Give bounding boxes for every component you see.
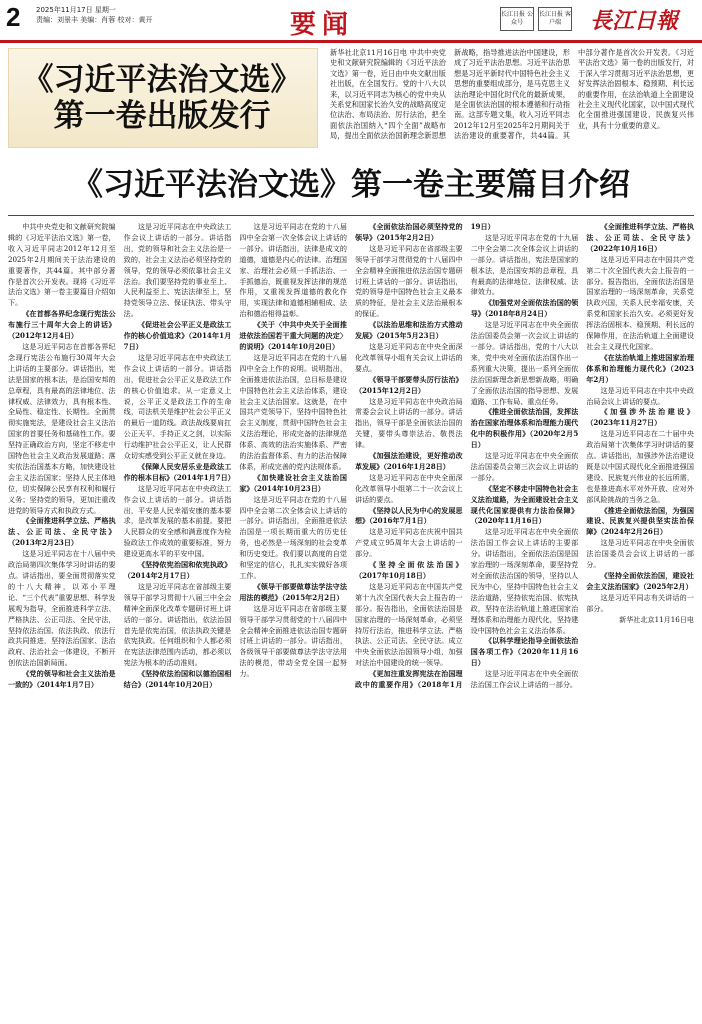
entry-title: 《以科学理论指导全面依法治国各项工作》（2020年11月16日） <box>470 636 579 668</box>
entry-title: 《领导干部要带头厉行法治》（2015年12月2日） <box>354 374 463 395</box>
entry-title: 《坚持依宪治国和依宪执政》（2014年2月17日） <box>123 560 232 580</box>
page-number: 2 <box>6 2 21 32</box>
headline-publication: 《习近平法治文选》第一卷出版发行 <box>22 62 302 134</box>
date-line <box>36 5 152 25</box>
byline: 新华社北京11月16日电 <box>619 614 694 624</box>
body-paragraph: 这是习近平同志在省部级主要领导干部学习贯彻党的十八届四中全会精神全面推进依法治国专题研讨班上讲话的一部分。讲话指出，各级领导干部要做尊法学法守法用法的模范，带动全党全国一起努力。 <box>239 603 347 679</box>
entry-title: 《推进全面依法治国，发挥法治在国家治理体系和治理能力现代化中的积极作用》（2020年2月5日） <box>470 407 579 450</box>
entry-title: 《关于〈中共中央关于全面推进依法治国若干重大问题的决定〉的说明》（2014年10月20日） <box>239 320 347 351</box>
body-paragraph: 这是习近平同志在中央全面依法治国委员会会议上讲话的一部分。 <box>586 538 694 570</box>
newspaper-logo: 長江日報 <box>590 8 679 34</box>
entry-title: 《领导干部要做尊法学法守法用法的模范》（2015年2月2日） <box>239 581 347 602</box>
qr-code-badge-wechat: 长江日报 公众号 <box>500 7 534 31</box>
article-body <box>8 222 694 1018</box>
entry-title: 《加强法治建设，更好推动改革发展》（2016年1月28日） <box>354 451 463 471</box>
body-paragraph: 这是习近平同志在中央全面依法治国委员会第三次会议上讲话的一部分。 <box>470 451 579 482</box>
body-paragraph: 这是习近平同志在十八届中央政治局第四次集体学习时讲话的要点。讲话指出，要全面贯彻落实党的十八大精神，以邓小平理论、“三个代表”重要思想、科学发展观为指导，全面推进科学立法、严格执法、公正司法、全民守法，坚持依法治国、依法执政、依法行政共同推进，坚持法治国家、法治政府、法治社会一体建设，不断开创依法治国新局面。 <box>8 549 116 668</box>
entry-title: 《促进社会公平正义是政法工作的核心价值追求》（2014年1月7日） <box>123 320 232 351</box>
body-paragraph: 这是习近平同志在中央政治局常委会会议上讲话的一部分。讲话指出，领导干部是全面依法治国的关键，要带头尊崇法治、敬畏法律。 <box>354 396 463 450</box>
body-paragraph: 这是习近平同志在中国共产党第二十次全国代表大会上报告的一部分。报告指出，全面依法治国是国家治理的一场深刻革命，关系党执政兴国，关系人民幸福安康，关系党和国家长治久安。必须更好发挥法治固根本、稳预期、利长远的保障作用，在法治轨道上全面建设社会主义现代化国家。 <box>586 254 694 351</box>
qr-code-badge-app: 长江日报 客户端 <box>538 7 572 31</box>
entry-title: 《坚持全面依法治国，建设社会主义法治国家》（2025年2月） <box>586 571 694 591</box>
body-paragraph: 这是习近平同志在党的十九届二中全会第二次全体会议上讲话的一部分。讲话指出，宪法是国家的根本法，是治国安邦的总章程，具有最高的法律地位、法律权威、法律效力。 <box>470 232 579 297</box>
body-paragraph: 这是习近平同志在中国共产党第十九次全国代表大会上报告的一部分。报告指出，全面依法治国是国家治理的一场深刻革命，必须坚持厉行法治，推进科学立法、严格执法、公正司法、全民守法。成立中央全面依法治国领导小组，加强对法治中国建设的统一领导。 <box>354 581 463 668</box>
entry-title: 《坚持以人民为中心的发展思想》（2016年7月1日） <box>354 505 463 526</box>
entry-title: 《在法治轨道上推进国家治理体系和治理能力现代化》（2023年2月） <box>586 352 694 384</box>
body-paragraph: 这是习近平同志在中央政法工作会议上讲话的一部分。讲话指出，平安是人民幸福安康的基本要求，是改革发展的基本前提。要把人民群众的安全感和满意度作为检验政法工作成效的重要标准，努力建设更高水平的平安中国。 <box>123 483 232 559</box>
body-paragraph: 这是习近平同志在党的十八届四中全会第二次全体会议上讲话的一部分。讲话指出，全面推进依法治国是一项长期而重大的历史任务，也必然是一场深刻的社会变革和历史变迁。我们要以高度的自觉和坚定的信心，扎扎实实做好各项工作。 <box>239 494 347 580</box>
body-paragraph: 这是习近平同志在中央全面依法治国工作会议上讲话的一部分。 <box>470 669 579 690</box>
body-paragraph: 中共中央党史和文献研究院编辑的《习近平法治文选》第一卷，收入习近平同志2012年12月至2025年2月期间关于法治建设的重要著作，共44篇。其中部分著作是首次公开发表。现将《习近平法治文选》第一卷主要篇目介绍如下。 <box>8 222 116 308</box>
body-paragraph: 这是习近平同志在省部级主要领导干部学习贯彻党的十八届四中全会精神全面推进依法治国专题研讨班上讲话的一部分。讲话指出，党的领导是中国特色社会主义最本质的特征，是社会主义法治最根本的保证。 <box>354 243 463 319</box>
editor-line: 责编：刘景丰 美编：肖蓉 校对：黄开 <box>36 16 153 24</box>
lead-article: 新华社北京11月16日电 中共中央党史和文献研究院编辑的《习近平法治文选》第一卷，近日由中央文献出版社出版，在全国发行。党的十八大以来，以习近平同志为核心的党中央从关系党和国家长治久安的战略高度定位法治、布局法治、厉行法治，把全面依法治国纳入“四个全面”战略布局，提出全面依法治国新理念新思想新战略，指导推进法治中国建设，形成了习近平法治思想。习近平法治思想是习近平新时代中国特色社会主义思想的重要组成部分，是马克思主义法治理论中国化时代化的最新成果，是全面依法治国的根本遵循和行动指南。这部专题文集，收入习近平同志2012年12月至2025年2月期间关于法治建设的重要著作，共44篇。其中部分著作是首次公开发表。《习近平法治文选》第一卷的出版发行，对于深入学习贯彻习近平法治思想，更好发挥法治固根本、稳预期、利长远的重要作用，在法治轨道上全面建设社会主义现代化国家，以中国式现代化全面推进强国建设、民族复兴伟业，具有十分重要的意义。 <box>330 48 694 141</box>
body-paragraph: 这是习近平同志在中央全面深化改革领导小组第二十一次会议上讲话的要点。 <box>354 472 463 504</box>
body-paragraph: 这是习近平同志在庆祝中国共产党成立95周年大会上讲话的一部分。 <box>354 527 463 559</box>
body-paragraph: 这是习近平同志在中央全面深化改革领导小组有关会议上讲话的要点。 <box>354 341 463 373</box>
headline-main: 《习近平法治文选》第一卷主要篇目介绍 <box>72 167 630 203</box>
entry-title: 《推进全面依法治国，为强国建设、民族复兴提供坚实法治保障》（2024年2月26日） <box>586 505 694 537</box>
entry-title: 《以法治思维和法治方式推动发展》（2015年5月23日） <box>354 320 463 341</box>
entry-title: 《加强党对全面依法治国的领导》（2018年8月24日） <box>470 298 579 319</box>
issue-date: 2025年11月17日 星期一 <box>36 6 116 14</box>
section-title: 要闻 <box>290 10 355 40</box>
entry-title: 《加强涉外法治建设》（2023年11月27日） <box>586 407 694 428</box>
entry-title: 《全面推进科学立法、严格执法、公正司法、全民守法》（2022年10月16日） <box>586 222 694 253</box>
entry-title: 《坚持全面依法治国》（2017年10月18日） <box>354 560 463 580</box>
body-paragraph: 这是习近平同志在中央全面依法治国工作会议上讲话的主要部分。讲话指出，全面依法治国是国家治理的一场深刻革命，要坚持党对全面依法治国的领导，坚持以人民为中心，坚持中国特色社会主义法治道路，坚持依宪治国、依宪执政，坚持在法治轨道上推进国家治理体系和治理能力现代化，坚持建设中国特色社会主义法治体系。 <box>470 527 579 635</box>
body-paragraph: 这是习近平同志有关讲话的一部分。 <box>586 592 694 613</box>
body-paragraph: 这是习近平同志在中央政法工作会议上讲话的一部分。讲话指出，促进社会公平正义是政法工作的核心价值追求。从一定意义上说，公平正义是政法工作的生命线，司法机关是维护社会公平正义的最后一道防线。政法战线要肩扛公正天平、手持正义之剑，以实际行动维护社会公平正义，让人民群众切实感受到公平正义就在身边。 <box>123 352 232 461</box>
entry-title: 《党的领导和社会主义法治是一致的》（2014年1月7日） <box>8 669 116 690</box>
body-paragraph: 这是习近平同志在党的十八届四中全会上作的说明。说明指出，全面推进依法治国，总目标是建设中国特色社会主义法治体系，建设社会主义法治国家。这就是，在中国共产党领导下，坚持中国特色社会主义制度，贯彻中国特色社会主义法治理论，形成完备的法律规范体系、高效的法治实施体系、严密的法治监督体系、有力的法治保障体系，形成完善的党内法规体系。 <box>239 352 347 471</box>
entry-title: 《全面依法治国必须坚持党的领导》（2015年2月2日） <box>354 222 463 242</box>
entry-title: 《加快建设社会主义法治国家》（2014年10月23日） <box>239 472 347 493</box>
page-header <box>0 0 702 43</box>
body-paragraph: 这是习近平同志在二十届中央政治局第十次集体学习时讲话的要点。讲话指出，加强涉外法治建设既是以中国式现代化全面推进强国建设、民族复兴伟业的长远所需，也是推进高水平对外开放、应对外部风险挑战的当务之急。 <box>586 429 694 504</box>
entry-title: 《坚持依法治国和以德治国相结合》（2014年10月20日） <box>123 669 232 690</box>
body-paragraph: 这是习近平同志在中央全面依法治国委员会第一次会议上讲话的一部分。讲话指出，党的十八大以来，党中央对全面依法治国作出一系列重大决策，提出一系列全面依法治国新理念新思想新战略，明确了全面依法治国的指导思想、发展道路、工作布局、重点任务。 <box>470 320 579 406</box>
body-paragraph: 这是习近平同志在中央政法工作会议上讲话的一部分。讲话指出，党的领导和社会主义法治是一致的，社会主义法治必须坚持党的领导，党的领导必须依靠社会主义法治。我们要坚持党的事业至上、人民利益至上、宪法法律至上，坚持党领导立法、保证执法、带头守法。 <box>123 222 232 319</box>
entry-title: 《坚定不移走中国特色社会主义法治道路，为全面建设社会主义现代化国家提供有力法治保障》（2020年11月16日） <box>470 483 579 526</box>
entry-title: 《保障人民安居乐业是政法工作的根本目标》（2014年1月7日） <box>123 461 235 482</box>
body-paragraph: 这是习近平同志在省部级主要领导干部学习贯彻十八届三中全会精神全面深化改革专题研讨班上讲话的一部分。讲话指出，依法治国首先是依宪治国，依法执政关键是依宪执政。任何组织和个人都必须在宪法法律范围内活动，都必须以宪法为根本的活动准则。 <box>123 581 232 668</box>
body-paragraph: 这是习近平同志在党的十八届四中全会第一次全体会议上讲话的一部分。讲话指出，法律是成文的道德，道德是内心的法律。治理国家、治理社会必须一手抓法治、一手抓德治，既重视发挥法律的规范作用，又重视发挥道德的教化作用，实现法律和道德相辅相成、法治和德治相得益彰。 <box>239 222 347 319</box>
entry-title: 《更加注重发挥宪法在治国理政中的重要作用》（2018年1月19日） <box>354 222 495 690</box>
entry-title: 《在首都各界纪念现行宪法公布施行三十周年大会上的讲话》（2012年12月4日） <box>8 309 116 341</box>
body-paragraph: 这是习近平同志在中共中央政治局会议上讲话的要点。 <box>586 385 694 406</box>
divider <box>8 215 694 216</box>
body-paragraph: 这是习近平同志在首都各界纪念现行宪法公布施行30周年大会上讲话的主要部分。讲话指出，宪法是国家的根本法，是治国安邦的总章程，具有最高的法律地位、法律权威、法律效力，具有根本性、全局性、稳定性、长期性。全面贯彻实施宪法，是建设社会主义法治国家的首要任务和基础性工作。要坚持正确政治方向，坚定不移走中国特色社会主义政治发展道路；落实依法治国基本方略，加快建设社会主义法治国家；坚持人民主体地位，切实保障公民享有权利和履行义务；坚持党的领导，更加注重改进党的领导方式和执政方式。 <box>8 341 116 515</box>
entry-title: 《全面推进科学立法、严格执法、公正司法、全民守法》（2013年2月23日） <box>8 516 116 548</box>
